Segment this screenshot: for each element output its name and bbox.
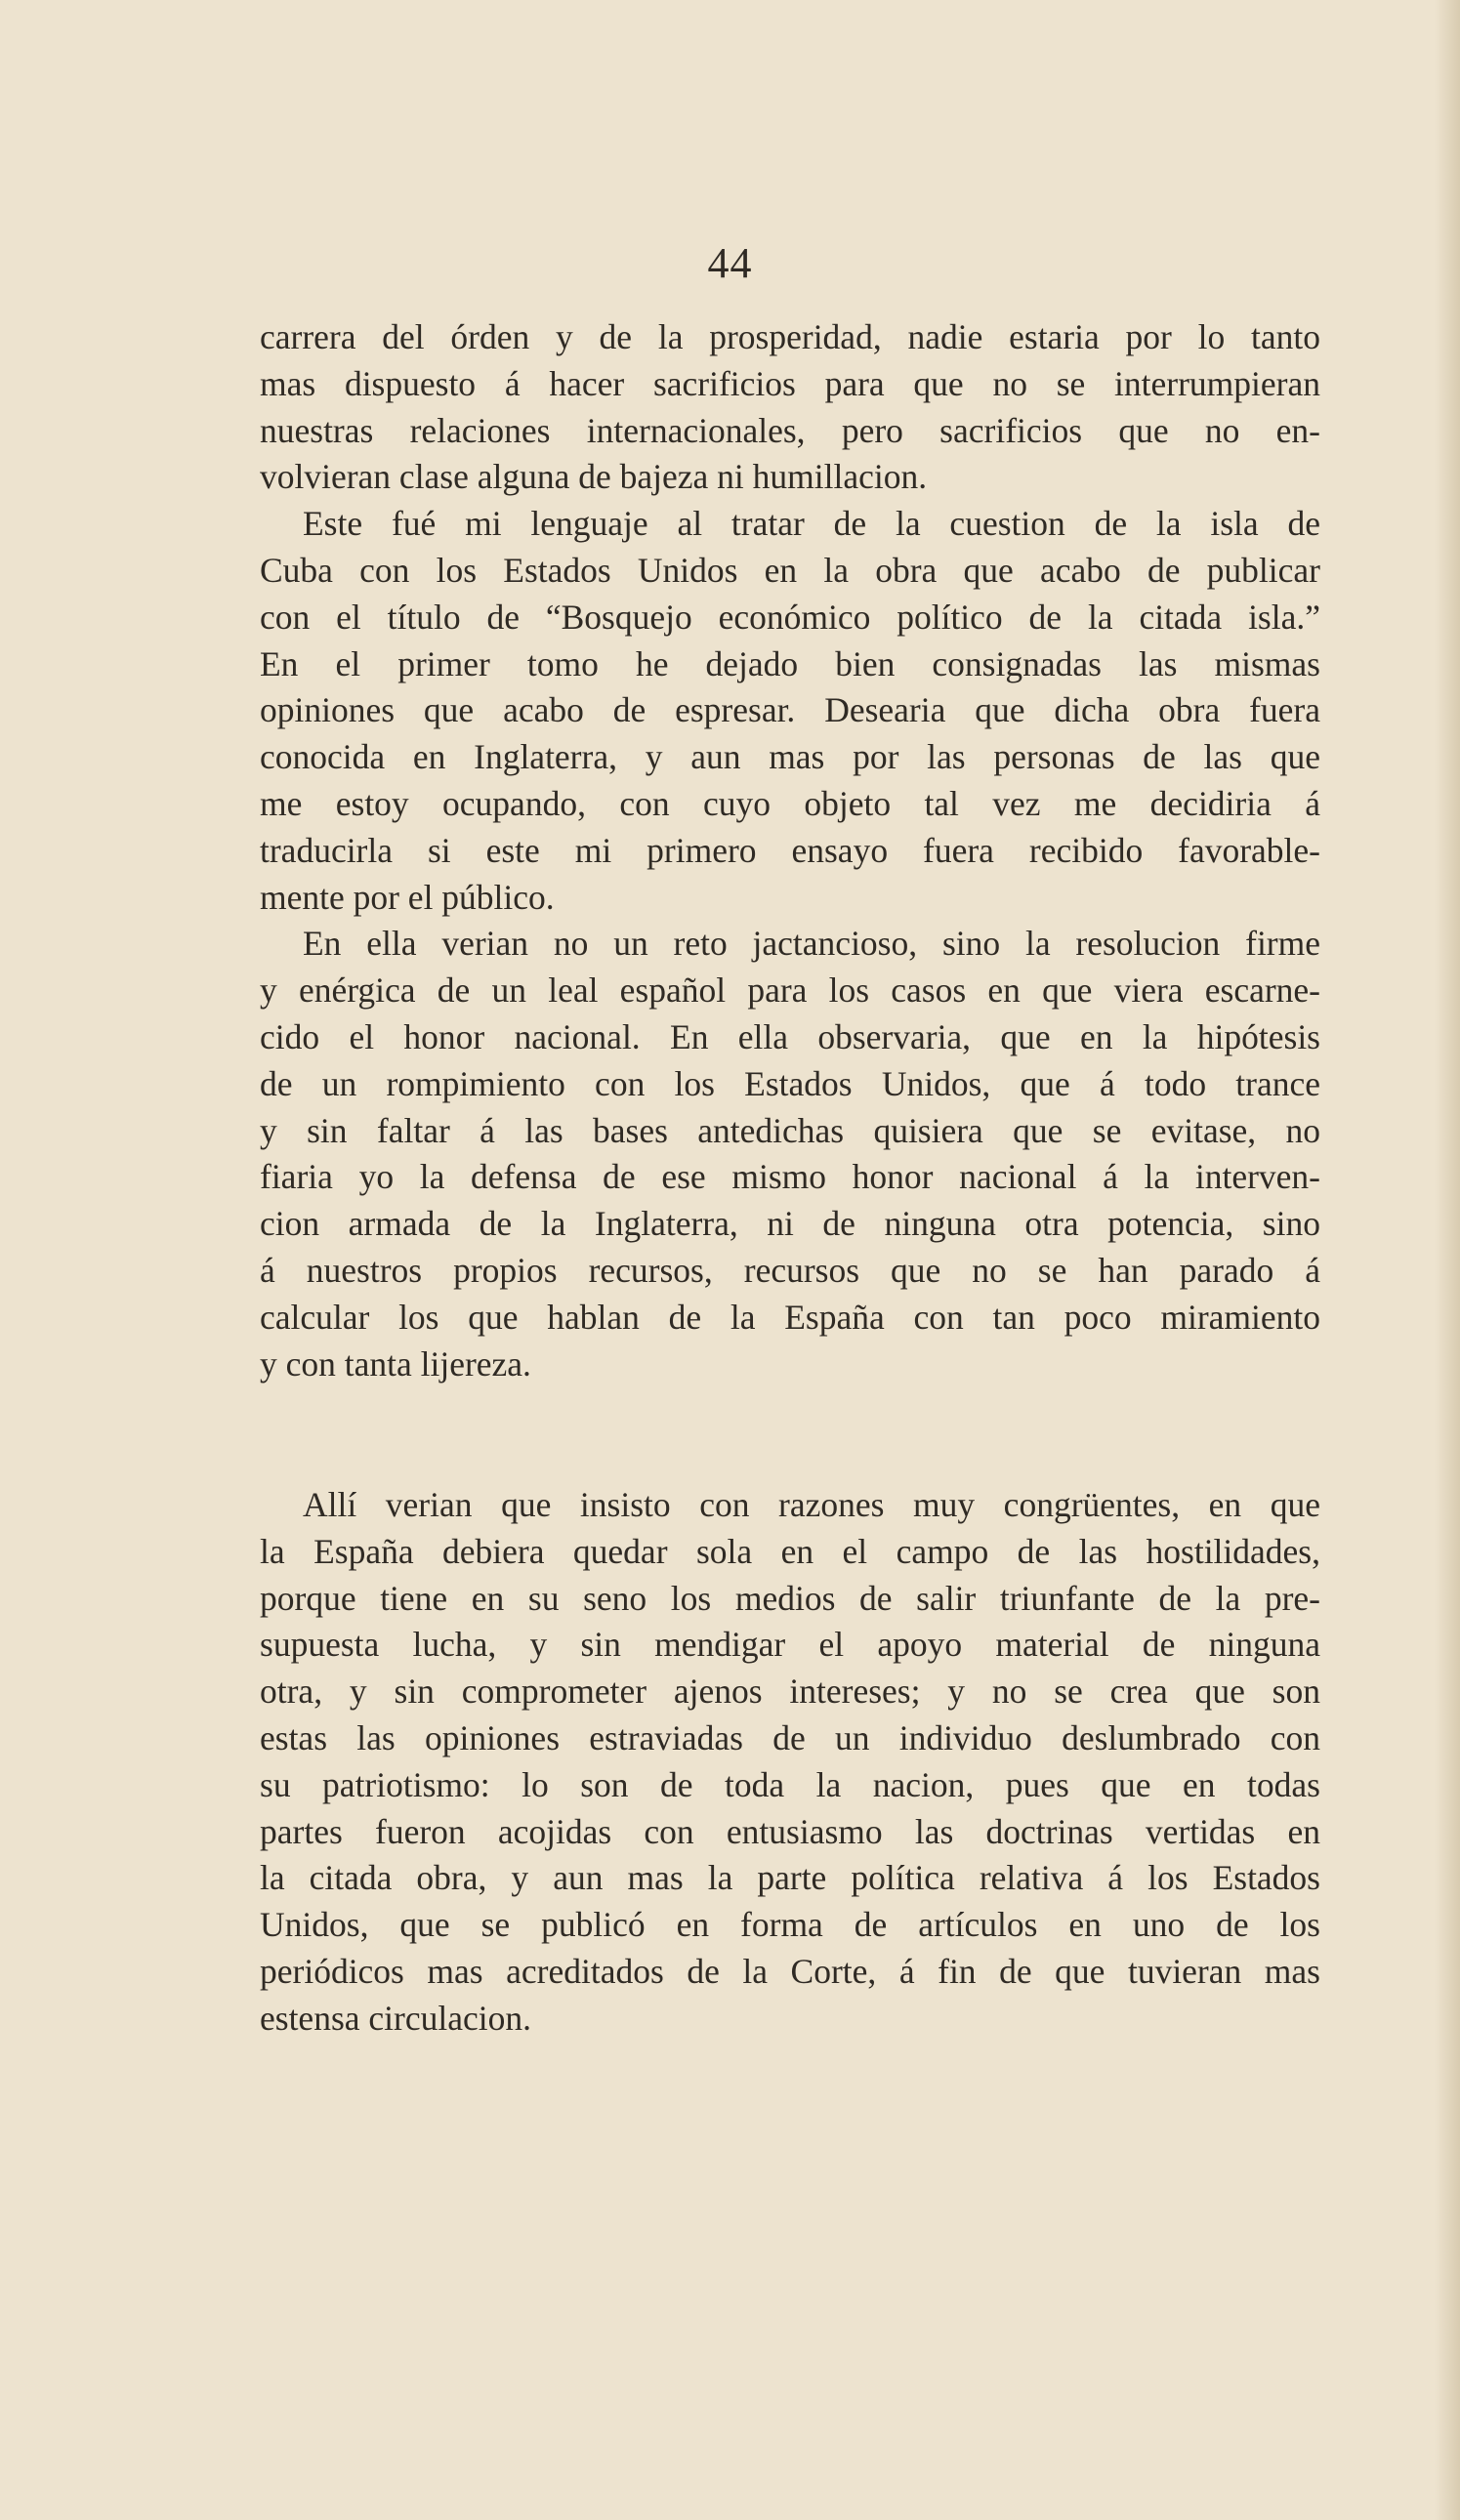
text-line: y con tanta lijereza. <box>260 1343 531 1384</box>
text-line: cido el honor nacional. En ella observaria, que en la hipótesis <box>260 1016 1320 1056</box>
text-block-main <box>260 314 1320 1387</box>
text-line: mente por el público. <box>260 877 555 917</box>
text-line: traducirla si este mi primero ensayo fuera recibido favorable- <box>260 830 1320 870</box>
text-line: opiniones que acabo de espresar. Desearia que dicha obra fuera <box>260 690 1320 730</box>
text-line: otra, y sin comprometer ajenos intereses; y no se crea que son <box>260 1672 1320 1712</box>
text-line: En el primer tomo he dejado bien consignadas las mismas <box>260 643 1320 683</box>
text-line: calcular los que hablan de la España con tan poco miramiento <box>260 1297 1320 1337</box>
text-line: conocida en Inglaterra, y aun mas por las personas de las que <box>260 737 1320 777</box>
text-line: Allí verian que insisto con razones muy congrüentes, en que <box>303 1485 1320 1524</box>
text-line: nuestras relaciones internacionales, pero sacrificios que no en- <box>260 410 1320 450</box>
text-line: la España debiera quedar sola en el campo de las hostilidades, <box>260 1531 1320 1571</box>
text-line: En ella verian no un reto jactancioso, sino la resolucion firme <box>303 924 1320 964</box>
page-edge <box>1435 0 1460 2520</box>
page-number: 44 <box>707 239 753 287</box>
text-line: carrera del órden y de la prosperidad, nadie estaria por lo tanto <box>260 317 1320 356</box>
text-line: la citada obra, y aun mas la parte política relativa á los Estados <box>260 1858 1320 1898</box>
text-line: fiaria yo la defensa de ese mismo honor nacional á la interven- <box>260 1157 1320 1197</box>
text-line: volvieran clase alguna de bajeza ni humillacion. <box>260 457 928 497</box>
text-line: á nuestros propios recursos, recursos que no se han parado á <box>260 1250 1320 1290</box>
text-line: estas las opiniones estraviadas de un individuo deslumbrado con <box>260 1717 1320 1757</box>
text-line: partes fueron acojidas con entusiasmo las doctrinas vertidas en <box>260 1811 1320 1851</box>
text-line: mas dispuesto á hacer sacrificios para que no se interrumpieran <box>260 363 1320 403</box>
text-line: porque tiene en su seno los medios de salir triunfante de la pre- <box>260 1578 1320 1618</box>
text-line: su patriotismo: lo son de toda la nacion, pues que en todas <box>260 1764 1320 1804</box>
text-line: cion armada de la Inglaterra, ni de ninguna otra potencia, sino <box>260 1204 1320 1244</box>
text-line: y enérgica de un leal español para los casos en que viera escarne- <box>260 971 1320 1011</box>
text-line: Cuba con los Estados Unidos en la obra que acabo de publicar <box>260 550 1320 590</box>
text-line: Unidos, que se publicó en forma de artículos en uno de los <box>260 1905 1320 1945</box>
text-line: con el título de “Bosquejo económico político de la citada isla.” <box>260 597 1320 637</box>
text-block-second <box>260 1482 1320 2043</box>
text-line: y sin faltar á las bases antedichas quisiera que se evitase, no <box>260 1110 1320 1150</box>
text-line: estensa circulacion. <box>260 1998 531 2038</box>
text-line: periódicos mas acreditados de la Corte, á fin de que tuvieran mas <box>260 1951 1320 1991</box>
text-line: Este fué mi lenguaje al tratar de la cuestion de la isla de <box>303 504 1320 544</box>
text-line: supuesta lucha, y sin mendigar el apoyo material de ninguna <box>260 1625 1320 1665</box>
text-line: me estoy ocupando, con cuyo objeto tal vez me decidiria á <box>260 783 1320 823</box>
text-line: de un rompimiento con los Estados Unidos, que á todo trance <box>260 1063 1320 1103</box>
